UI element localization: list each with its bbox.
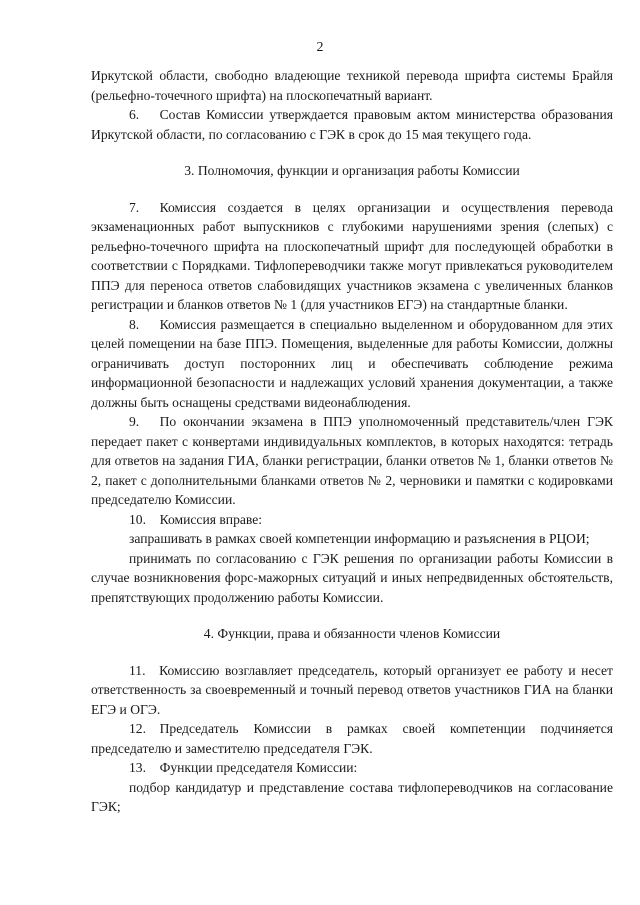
paragraph-13: 13. Функции председателя Комиссии: — [129, 760, 358, 775]
paragraph-12: 12. Председатель Комиссии в рамках своей компетенции подчиняется председателю и заместителю председателя ГЭК. — [91, 721, 613, 756]
section-heading-4: 4. Функции, права и обязанности членов Комиссии — [203, 626, 501, 641]
paragraph-9: 9. По окончании экзамена в ППЭ уполномоченный представитель/член ГЭК передает пакет с конвертами индивидуальных комплектов, в которых находятся: тетрадь для ответов на задания ГИА, бланки регистрации, бланки ответов № 1, бланки ответов № 2, пакет с дополнительными бланками ответов № 2, черновики и памятки с кодировками председателю Комиссии. — [91, 414, 613, 507]
paragraph-13-item-1: подбор кандидатур и представление состава тифлопереводчиков на согласование ГЭК; — [91, 779, 613, 814]
paragraph-7: 7. Комиссия создается в целях организации и осуществления перевода экзаменационных работ выпускников с глубокими нарушениями зрения (слепых) с рельефно-точечного шрифта на плоскопечатный шрифт для последующей обработки в соответствии с Порядками. Тифлопереводчики также могут привлекаться руководителем ППЭ для переноса ответов слабовидящих участников экзамена с увеличенных бланков регистрации и бланков ответов № 1 (для участников ЕГЭ) на стандартные бланки. — [91, 199, 613, 312]
paragraph-10-item-1: запрашивать в рамках своей компетенции информацию и разъяснения в РЦОИ; — [129, 531, 590, 546]
paragraph-6: 6. Состав Комиссии утверждается правовым актом министерства образования Иркутской области, по согласованию с ГЭК в срок до 15 мая текущего года. — [91, 107, 613, 142]
paragraph-10: 10. Комиссия вправе: — [129, 511, 263, 527]
paragraph-continuation: Иркутской области, свободно владеющие техникой перевода шрифта системы Брайля (рельефно-точечного шрифта) на плоскопечатный вариант. — [91, 68, 613, 103]
document-body — [91, 66, 613, 817]
section-heading-3: 3. Полномочия, функции и организация работы Комиссии — [184, 163, 520, 178]
paragraph-10-item-2: принимать по согласованию с ГЭК решения по организации работы Комиссии в случае возникновения форс-мажорных ситуаций и иных непредвиденных обстоятельств, препятствующих продолжению работы Комиссии. — [91, 550, 613, 605]
page-number: 2 — [316, 40, 324, 55]
paragraph-8: 8. Комиссия размещается в специально выделенном и оборудованном для этих целей помещении на базе ППЭ. Помещения, выделенные для работы Комиссии, должны ограничивать доступ посторонних лиц и обеспечивать соблюдение режима информационной безопасности и надлежащих условий хранения документации, а также должны быть оснащены средствами видеонаблюдения. — [91, 316, 613, 410]
paragraph-11: 11. Комиссию возглавляет председатель, который организует ее работу и несет ответственность за своевременный и точный перевод ответов участников ГИА на бланки ЕГЭ и ОГЭ. — [91, 662, 613, 717]
